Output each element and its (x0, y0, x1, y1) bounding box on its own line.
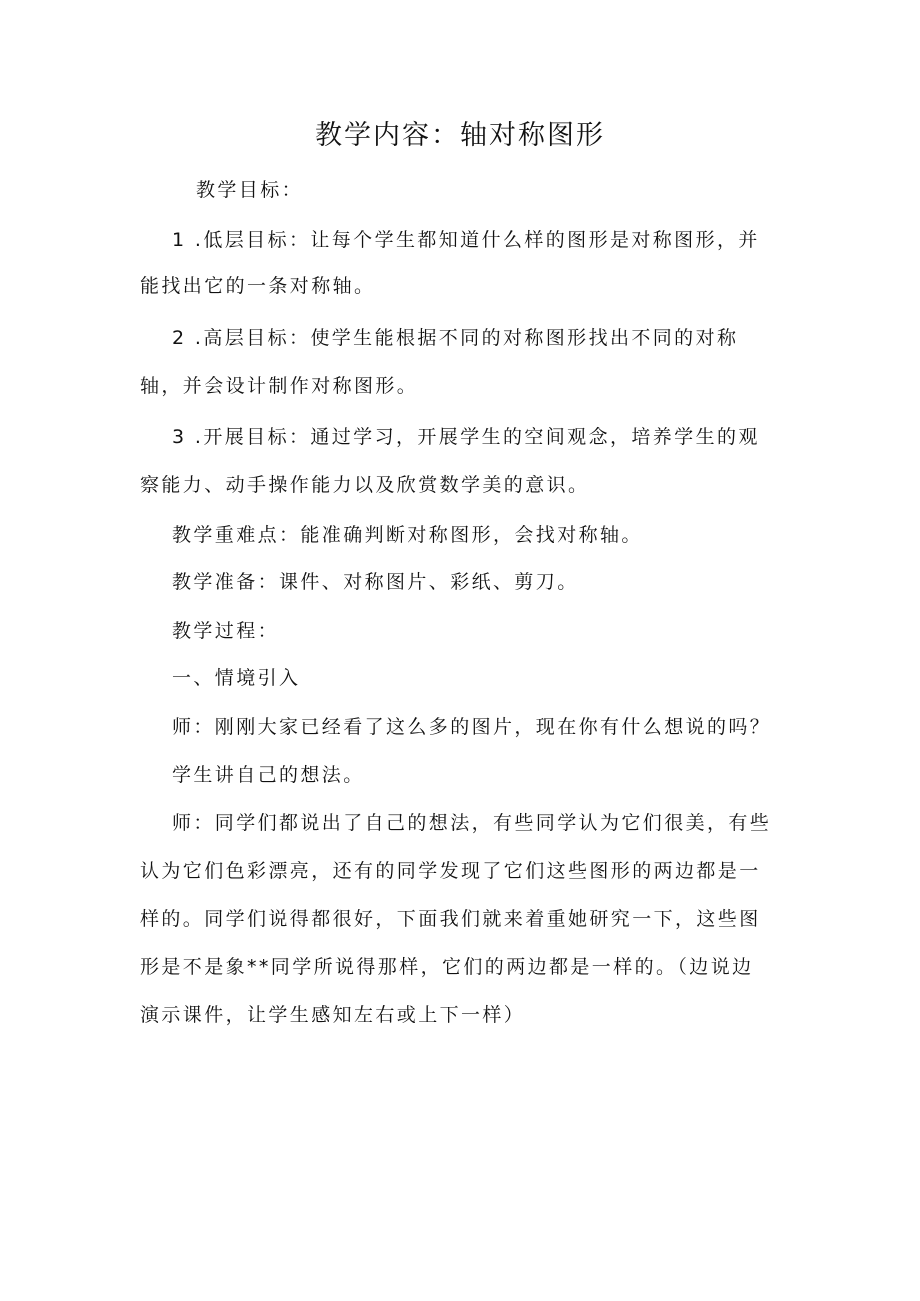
paragraph-line: 教学准备：课件、对称图片、彩纸、剪刀。 (172, 571, 579, 593)
paragraph-line: 2 .高层目标：使学生能根据不同的对称图形找出不同的对称 (172, 327, 739, 349)
paragraph-line: 演示课件，让学生感知左右或上下一样） (140, 1004, 526, 1026)
paragraph-line: 认为它们色彩漂亮，还有的同学发现了它们这些图形的两边都是一 (140, 860, 761, 882)
objectives-heading: 教学目标： (196, 179, 304, 201)
paragraph-line: 形是不是象**同学所说得那样，它们的两边都是一样的。（边说边 (140, 956, 754, 978)
paragraph-line: 样的。同学们说得都很好，下面我们就来着重她研究一下，这些图 (140, 908, 761, 930)
paragraph-line: 轴，并会设计制作对称图形。 (140, 375, 419, 397)
document-title: 教学内容：轴对称图形 (315, 120, 605, 151)
paragraph-line: 1 .低层目标：让每个学生都知道什么样的图形是对称图形，并 (172, 229, 760, 251)
paragraph-line: 3 .开展目标：通过学习，开展学生的空间观念，培养学生的观 (172, 426, 760, 448)
paragraph-line: 师：刚刚大家已经看了这么多的图片，现在你有什么想说的吗？ (172, 716, 772, 738)
section-heading: 一、情境引入 (172, 667, 301, 689)
paragraph-line: 师：同学们都说出了自己的想法，有些同学认为它们很美，有些 (172, 812, 772, 834)
paragraph-line: 学生讲自己的想法。 (172, 764, 365, 786)
paragraph-line: 察能力、动手操作能力以及欣赏数学美的意识。 (140, 474, 590, 496)
paragraph-line: 教学重难点：能准确判断对称图形，会找对称轴。 (172, 524, 643, 546)
paragraph-line: 能找出它的一条对称轴。 (140, 275, 376, 297)
paragraph-line: 教学过程： (172, 620, 280, 642)
